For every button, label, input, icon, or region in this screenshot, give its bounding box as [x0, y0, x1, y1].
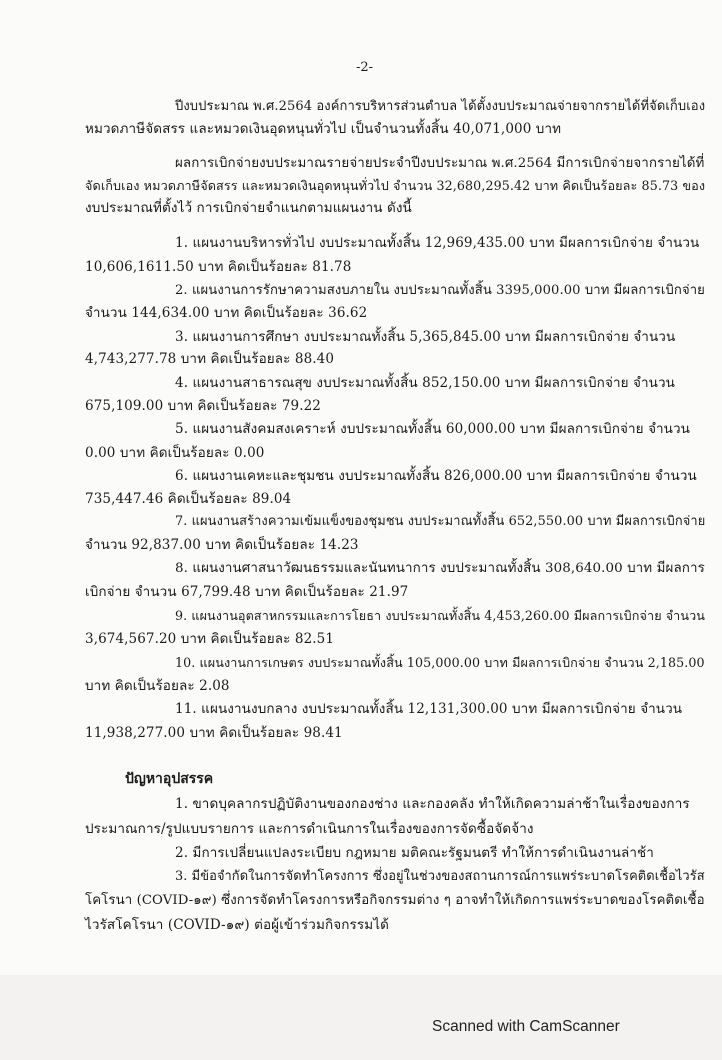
plan-8-line-2: เบิกจ่าย จำนวน 67,799.48 บาท คิดเป็นร้อยละ 21.97 [85, 584, 409, 600]
summary-line-2: จัดเก็บเอง หมวดภาษีจัดสรร และหมวดเงินอุดหนุนทั่วไป จำนวน 32,680,295.42 บาท คิดเป็นร้อยละ 85.73 ของ [85, 178, 706, 193]
plan-2-line-2: จำนวน 144,634.00 บาท คิดเป็นร้อยละ 36.62 [85, 305, 368, 321]
problem-3-line-1: 3. มีข้อจำกัดในการจัดทำโครงการ ซึ่งอยู่ในช่วงของสถานการณ์การแพร่ระบาดโรคติดเชื้อไวรัส [175, 869, 705, 884]
plan-11-line-1: 11. แผนงานงบกลาง งบประมาณทั้งสิ้น 12,131,300.00 บาท มีผลการเบิกจ่าย จำนวน [175, 701, 683, 717]
summary-line-1: ผลการเบิกจ่ายงบประมาณรายจ่ายประจำปีงบประมาณ พ.ศ.2564 มีการเบิกจ่ายจากรายได้ที่ [175, 156, 705, 171]
plan-4-line-2: 675,109.00 บาท คิดเป็นร้อยละ 79.22 [85, 398, 321, 414]
intro-line-1: ปีงบประมาณ พ.ศ.2564 องค์การบริหารส่วนตำบล ได้ตั้งงบประมาณจ่ายจากรายได้ที่จัดเก็บเอง [175, 99, 706, 114]
problems-heading: ปัญหาอุปสรรค [125, 771, 214, 787]
plan-7-line-2: จำนวน 92,837.00 บาท คิดเป็นร้อยละ 14.23 [85, 537, 359, 553]
plan-1-line-1: 1. แผนงานบริหารทั่วไป งบประมาณทั้งสิ้น 12,969,435.00 บาท มีผลการเบิกจ่าย จำนวน [175, 235, 700, 251]
page-number: -2- [356, 60, 374, 75]
plan-10-line-1: 10. แผนงานการเกษตร งบประมาณทั้งสิ้น 105,000.00 บาท มีผลการเบิกจ่าย จำนวน 2,185.00 [175, 655, 705, 670]
problem-3-line-3: ไวรัสโคโรนา (COVID-๑๙) ต่อผู้เข้าร่วมกิจกรรมได้ [85, 917, 389, 933]
intro-line-2: หมวดภาษีจัดสรร และหมวดเงินอุดหนุนทั่วไป เป็นจำนวนทั้งสิ้น 40,071,000 บาท [85, 121, 562, 137]
plan-5-line-2: 0.00 บาท คิดเป็นร้อยละ 0.00 [85, 445, 265, 461]
scanner-watermark: Scanned with CamScanner [432, 1018, 620, 1035]
plan-1-line-2: 10,606,1611.50 บาท คิดเป็นร้อยละ 81.78 [85, 259, 352, 275]
problem-2-line-1: 2. มีการเปลี่ยนแปลงระเบียบ กฎหมาย มติคณะรัฐมนตรี ทำให้การดำเนินงานล่าช้า [175, 845, 654, 861]
summary-line-3: งบประมาณที่ตั้งไว้ การเบิกจ่ายจำแนกตามแผนงาน ดังนี้ [85, 200, 412, 216]
problem-3-line-2: โคโรนา (COVID-๑๙) ซึ่งการจัดทำโครงการหรือกิจกรรมต่าง ๆ อาจทำให้เกิดการแพร่ระบาดของโรคติดเชื้อ [85, 893, 705, 908]
plan-6-line-1: 6. แผนงานเคหะและชุมชน งบประมาณทั้งสิ้น 826,000.00 บาท มีผลการเบิกจ่าย จำนวน [175, 468, 697, 484]
plan-11-line-2: 11,938,277.00 บาท คิดเป็นร้อยละ 98.41 [85, 725, 343, 741]
plan-9-line-1: 9. แผนงานอุตสาหกรรมและการโยธา งบประมาณทั้งสิ้น 4,453,260.00 มีผลการเบิกจ่าย จำนวน [175, 608, 705, 623]
plan-7-line-1: 7. แผนงานสร้างความเข้มแข็งของชุมชน งบประมาณทั้งสิ้น 652,550.00 บาท มีผลการเบิกจ่าย [175, 514, 706, 529]
plan-8-line-1: 8. แผนงานศาสนาวัฒนธรรมและนันทนาการ งบประมาณทั้งสิ้น 308,640.00 บาท มีผลการ [175, 561, 705, 576]
plan-4-line-1: 4. แผนงานสาธารณสุข งบประมาณทั้งสิ้น 852,150.00 บาท มีผลการเบิกจ่าย จำนวน [175, 375, 675, 391]
plan-9-line-2: 3,674,567.20 บาท คิดเป็นร้อยละ 82.51 [85, 631, 335, 647]
plan-6-line-2: 735,447.46 คิดเป็นร้อยละ 89.04 [85, 491, 292, 507]
problem-1-line-2: ประมาณการ/รูปแบบรายการ และการดำเนินการในเรื่องของการจัดซื้อจัดจ้าง [85, 821, 534, 837]
plan-2-line-1: 2. แผนงานการรักษาความสงบภายใน งบประมาณทั้งสิ้น 3395,000.00 บาท มีผลการเบิกจ่าย [175, 283, 705, 298]
plan-10-line-2: บาท คิดเป็นร้อยละ 2.08 [85, 678, 230, 694]
plan-5-line-1: 5. แผนงานสังคมสงเคราะห์ งบประมาณทั้งสิ้น 60,000.00 บาท มีผลการเบิกจ่าย จำนวน [175, 421, 691, 437]
plan-3-line-2: 4,743,277.78 บาท คิดเป็นร้อยละ 88.40 [85, 351, 335, 367]
plan-3-line-1: 3. แผนงานการศึกษา งบประมาณทั้งสิ้น 5,365,845.00 บาท มีผลการเบิกจ่าย จำนวน [175, 329, 676, 345]
problem-1-line-1: 1. ขาดบุคลากรปฏิบัติงานของกองช่าง และกองคลัง ทำให้เกิดความล่าช้าในเรื่องของการ [175, 796, 690, 812]
